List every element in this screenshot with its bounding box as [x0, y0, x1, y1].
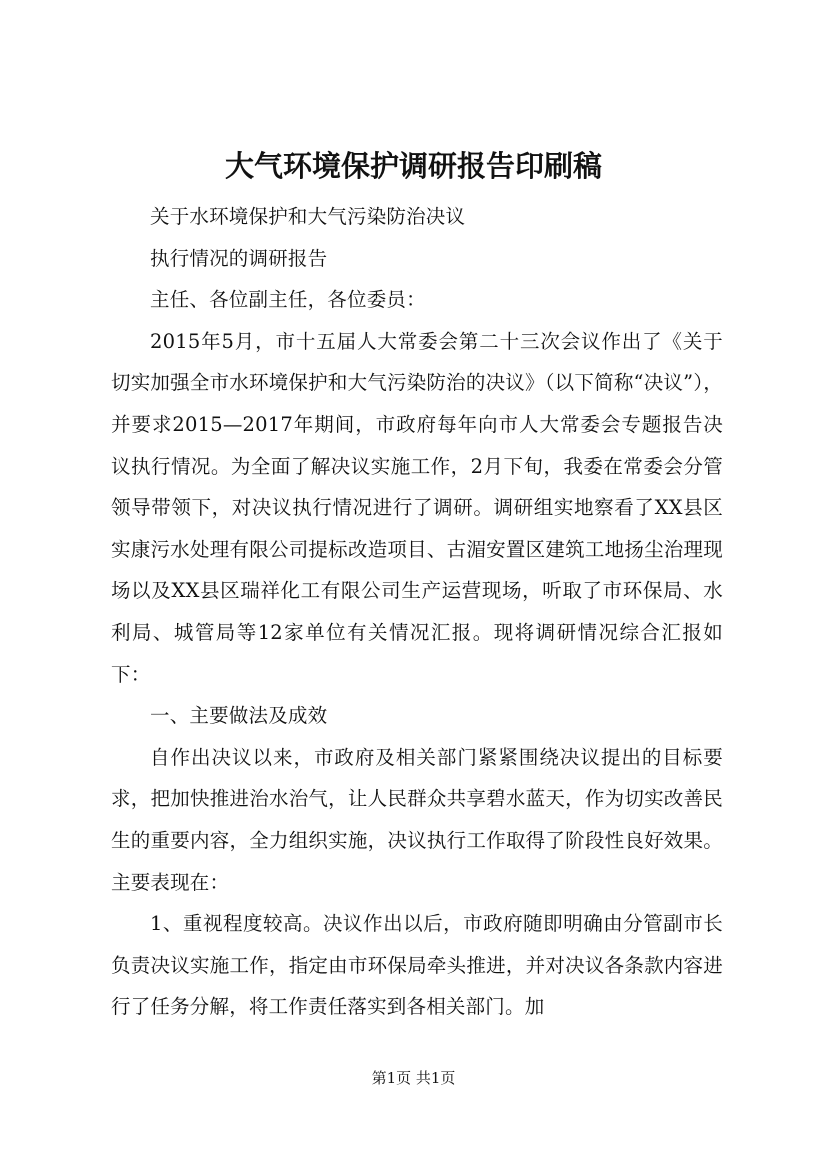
subtitle-line-2: 执行情况的调研报告	[150, 246, 328, 270]
section-heading: 一、主要做法及成效	[150, 704, 328, 728]
paragraph-item-1: 1、重视程度较高。决议作出以后，市政府随即明确由分管副市长负责决议实施工作，指定由市环保局牵头推进，并对决议各条款内容进行了任务分解，将工作责任落实到各相关部门。加	[111, 912, 723, 1019]
paragraph-section-1: 自作出决议以来，市政府及相关部门紧紧围绕决议提出的目标要求，把加快推进治水治气，让人民群众共享碧水蓝天，作为切实改善民生的重要内容，全力组织实施，决议执行工作取得了阶段性良好效果。主要表现在：	[111, 745, 723, 894]
salutation: 主任、各位副主任，各位委员：	[150, 288, 426, 312]
document-title: 大气环境保护调研报告印刷稿	[224, 149, 602, 183]
page-footer: 第1页 共1页	[371, 1069, 456, 1087]
document-body	[111, 196, 723, 1028]
subtitle-line-1: 关于水环境保护和大气污染防治决议	[150, 205, 466, 228]
paragraph-intro: 2015年5月，市十五届人大常委会第二十三次会议作出了《关于切实加强全市水环境保护和大气污染防治的决议》（以下简称“决议”），并要求2015—2017年期间，市政府每年向市人大常委会专题报告决议执行情况。为全面了解决议实施工作，2月下旬，我委在常委会分管领导带领下，对决议执行情况进行了调研。调研组实地察看了XX县区实康污水处理有限公司提标改造项目、古湄安置区建筑工地扬尘治理现场以及XX县区瑞祥化工有限公司生产运营现场，听取了市环保局、水利局、城管局等12家单位有关情况汇报。现将调研情况综合汇报如下：	[111, 329, 723, 686]
